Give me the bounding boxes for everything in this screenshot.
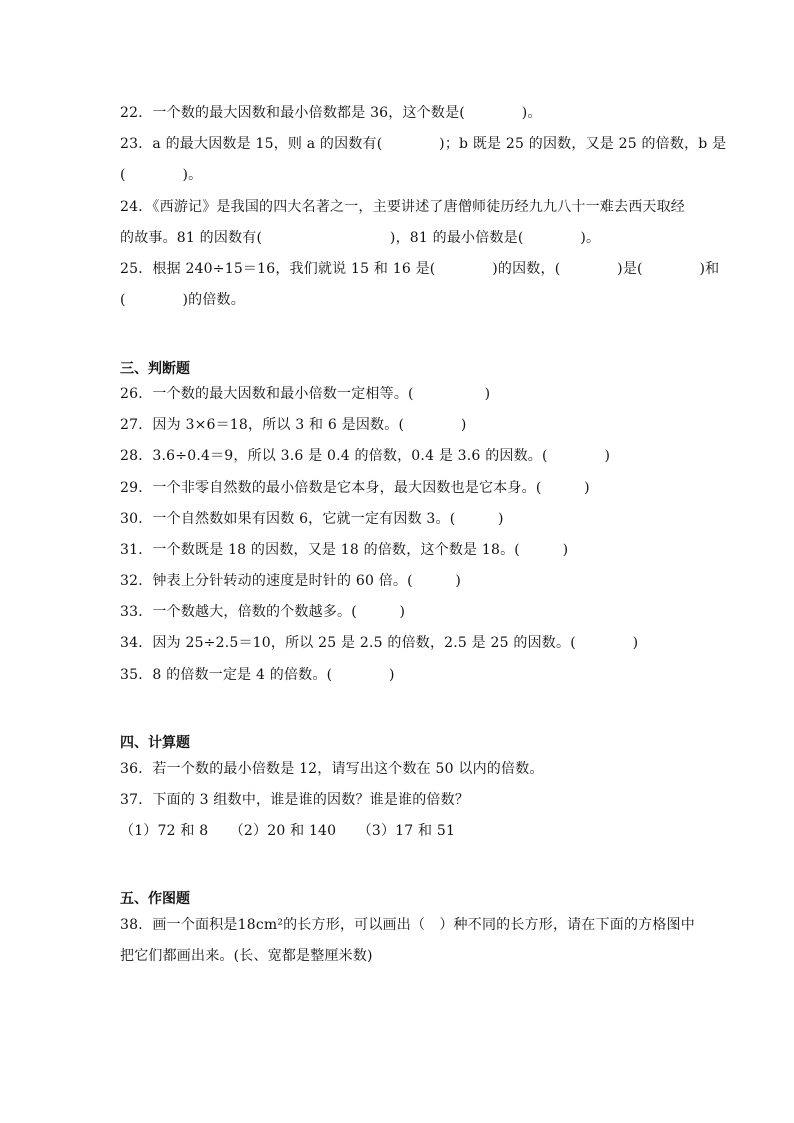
question-28: 28．3.6÷0.4＝9，所以 3.6 是 0.4 的倍数，0.4 是 3.6 的因数。( ) [120, 448, 611, 464]
question-31: 31．一个数既是 18 的因数，又是 18 的倍数，这个数是 18。( ) [120, 542, 569, 558]
question-33: 33．一个数越大，倍数的个数越多。( ) [120, 604, 406, 620]
section-title-judge: 三、判断题 [120, 361, 190, 377]
question-38-cont: 把它们都画出来。(长、宽都是整厘米数) [120, 948, 373, 964]
question-37: 37．下面的 3 组数中，谁是谁的因数？谁是谁的倍数？ [120, 792, 470, 808]
question-29: 29．一个非零自然数的最小倍数是它本身，最大因数也是它本身。( ) [120, 480, 590, 496]
question-36: 36．若一个数的最小倍数是 12，请写出这个数在 50 以内的倍数。 [120, 761, 544, 777]
question-26: 26．一个数的最大因数和最小倍数一定相等。( ) [120, 386, 491, 402]
question-32: 32．钟表上分针转动的速度是时针的 60 倍。( ) [120, 573, 462, 589]
question-24: 24．《西游记》是我国的四大名著之一，主要讲述了唐僧师徒历经九九八十一难去西天取经 [120, 199, 686, 215]
question-23-cont: ( )。 [120, 167, 203, 183]
question-27: 27．因为 3×6＝18，所以 3 和 6 是因数。( ) [120, 417, 467, 433]
question-38: 38．画一个面积是18cm²的长方形，可以画出（ ）种不同的长方形，请在下面的方格图中 [120, 917, 695, 933]
question-30: 30．一个自然数如果有因数 6，它就一定有因数 3。( ) [120, 511, 504, 527]
question-24-cont: 的故事。81 的因数有( )，81 的最小倍数是( )。 [120, 230, 601, 246]
question-37-groups: （1）72 和 8 （2）20 和 140 （3）17 和 51 [120, 823, 456, 839]
section-title-calc: 四、计算题 [120, 735, 190, 751]
question-35: 35．8 的倍数一定是 4 的倍数。( ) [120, 667, 395, 683]
section-title-draw: 五、作图题 [120, 891, 190, 907]
question-25-cont: ( )的倍数。 [120, 292, 245, 308]
question-23: 23．a 的最大因数是 15，则 a 的因数有( )；b 既是 25 的因数，又是 25 的倍数，b 是 [120, 136, 727, 152]
question-34: 34．因为 25÷2.5＝10，所以 25 是 2.5 的倍数，2.5 是 25 的因数。( ) [120, 635, 639, 651]
question-25: 25．根据 240÷15＝16，我们就说 15 和 16 是( )的因数，( )是( )和 [120, 261, 720, 277]
question-22: 22．一个数的最大因数和最小倍数都是 36，这个数是( )。 [120, 105, 542, 121]
